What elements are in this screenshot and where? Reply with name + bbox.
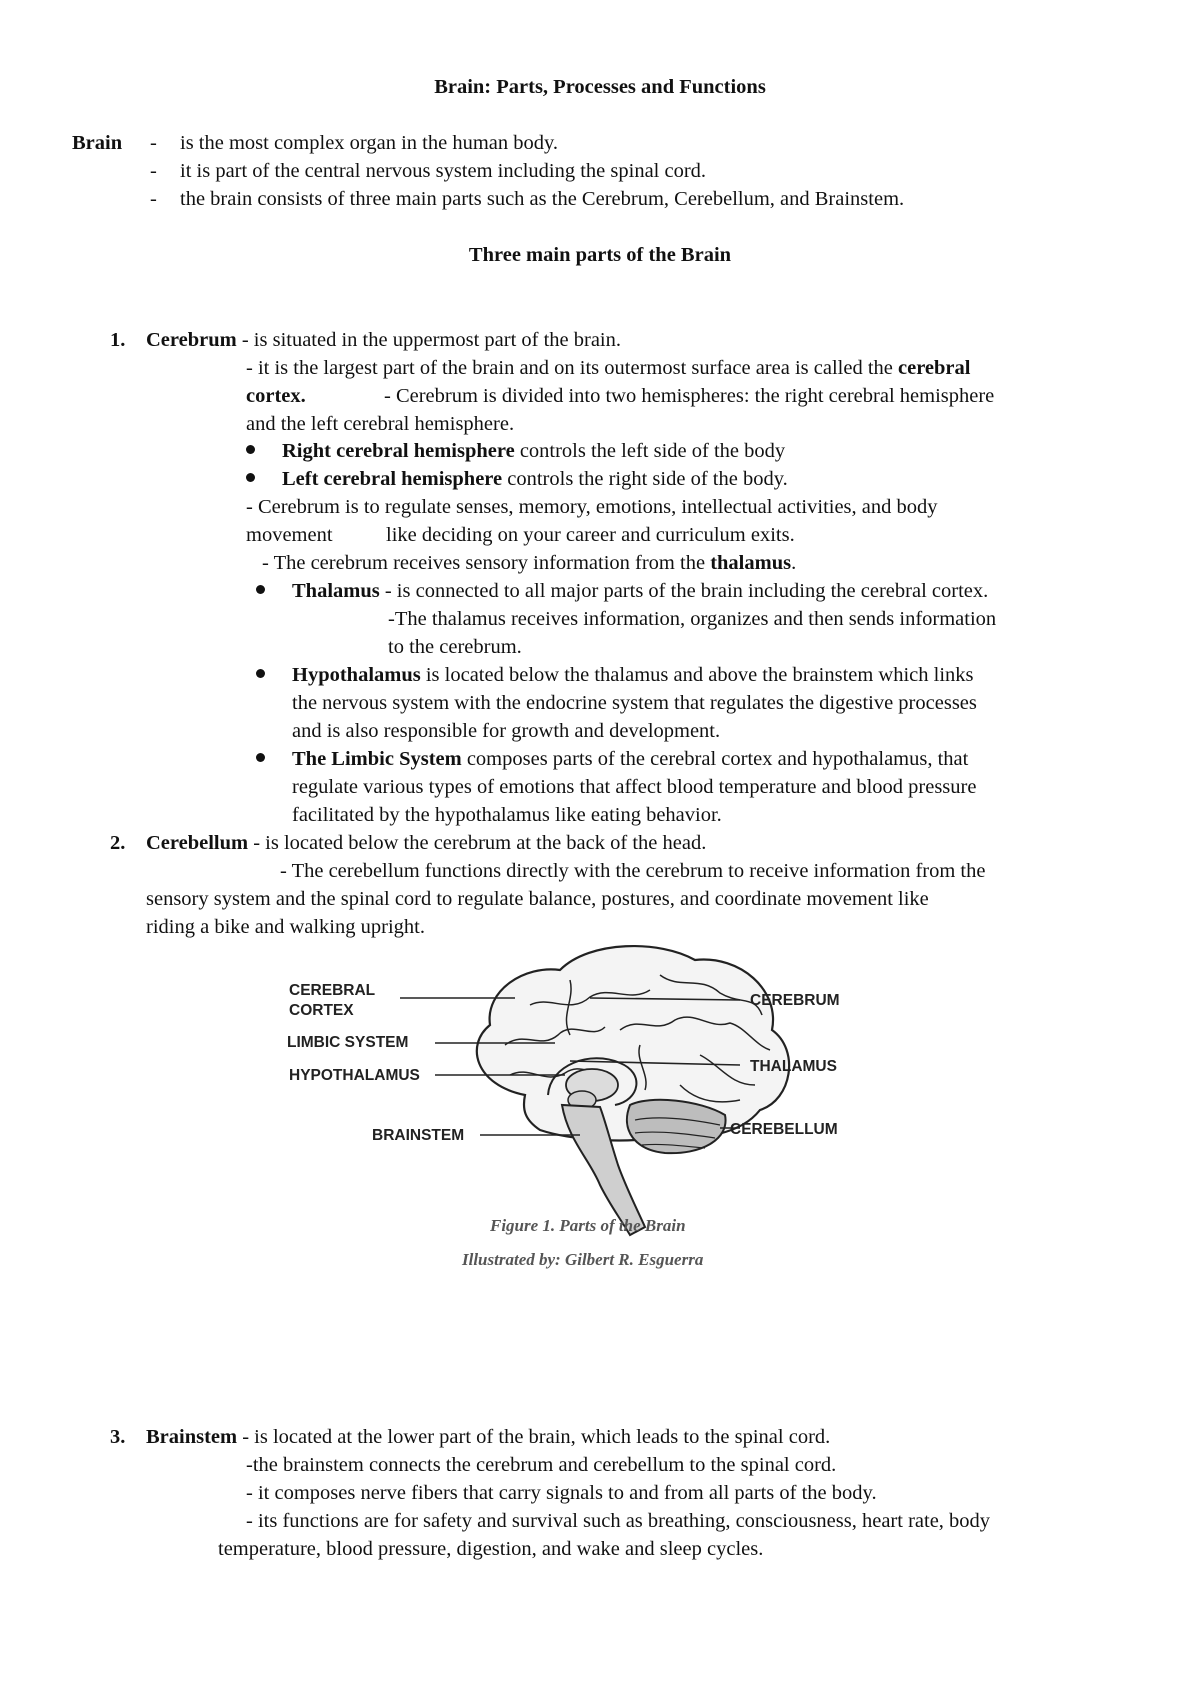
intro-dash: - — [150, 132, 157, 154]
label-cerebrum: CEREBRUM — [750, 992, 840, 1009]
label-thalamus: THALAMUS — [750, 1058, 837, 1075]
intro-line: the brain consists of three main parts such as the Cerebrum, Cerebellum, and Brainstem. — [180, 188, 905, 210]
label-limbic-system: LIMBIC SYSTEM — [287, 1034, 409, 1051]
intro-dash: - — [150, 160, 157, 182]
thalamus-line-2: -The thalamus receives information, organizes and then sends information — [388, 608, 997, 630]
cerebrum-cortex-word: cortex. — [246, 385, 306, 407]
brain-illustration — [477, 946, 789, 1235]
cerebellum-line-1: Cerebellum - is located below the cerebrum at the back of the head. — [146, 832, 707, 854]
cerebrum-line-7: - The cerebrum receives sensory information from the thalamus. — [262, 552, 797, 574]
thalamus-line-3: to the cerebrum. — [388, 636, 522, 658]
hypothalamus-item: Hypothalamus is located below the thalamus and above the brainstem which links — [292, 664, 974, 686]
item-number: 2. — [110, 832, 126, 854]
bullet-icon — [256, 669, 265, 678]
cerebrum-line-1: Cerebrum - is situated in the uppermost part of the brain. — [146, 329, 622, 351]
brainstem-line-4: - its functions are for safety and survival such as breathing, consciousness, heart rate, body — [246, 1510, 991, 1532]
figure-credit: Illustrated by: Gilbert R. Esguerra — [462, 1250, 704, 1269]
intro-line: is the most complex organ in the human body. — [180, 132, 559, 154]
bullet-icon — [256, 753, 265, 762]
brainstem-line-2: -the brainstem connects the cerebrum and cerebellum to the spinal cord. — [246, 1454, 837, 1476]
intro-line: it is part of the central nervous system including the spinal cord. — [180, 160, 707, 182]
bullet-icon — [246, 445, 255, 454]
cerebellum-line-4: riding a bike and walking upright. — [146, 916, 425, 938]
thalamus-item: Thalamus - is connected to all major parts of the brain including the cerebral cortex. — [292, 580, 989, 602]
hypothalamus-line-2: the nervous system with the endocrine system that regulates the digestive processes — [292, 692, 977, 714]
left-hemisphere-item: Left cerebral hemisphere controls the right side of the body. — [282, 468, 788, 490]
item-number: 1. — [110, 329, 126, 351]
label-brainstem: BRAINSTEM — [372, 1127, 465, 1144]
label-hypothalamus: HYPOTHALAMUS — [289, 1067, 420, 1084]
brainstem-line-3: - it composes nerve fibers that carry signals to and from all parts of the body. — [246, 1482, 877, 1504]
cerebrum-line-3: - Cerebrum is divided into two hemispheres: the right cerebral hemisphere — [384, 385, 995, 407]
limbic-line-2: regulate various types of emotions that affect blood temperature and blood pressure — [292, 776, 977, 798]
limbic-line-3: facilitated by the hypothalamus like eating behavior. — [292, 804, 722, 826]
label-cerebral-cortex-1: CEREBRAL — [289, 982, 376, 999]
cerebellum-line-3: sensory system and the spinal cord to regulate balance, postures, and coordinate movement like — [146, 888, 929, 910]
cerebellum-line-2: - The cerebellum functions directly with the cerebrum to receive information from the — [280, 860, 986, 882]
item-number: 3. — [110, 1426, 126, 1448]
hypothalamus-line-3: and is also responsible for growth and development. — [292, 720, 721, 742]
cerebrum-line-4: and the left cerebral hemisphere. — [246, 413, 515, 435]
brainstem-line-5: temperature, blood pressure, digestion, and wake and sleep cycles. — [218, 1538, 764, 1560]
cerebrum-line-2: - it is the largest part of the brain and on its outermost surface area is called the cerebral — [246, 357, 971, 379]
bullet-icon — [256, 585, 265, 594]
section-subtitle: Three main parts of the Brain — [468, 244, 732, 266]
intro-term: Brain — [72, 132, 123, 154]
bullet-icon — [246, 473, 255, 482]
brainstem-line-1: Brainstem - is located at the lower part of the brain, which leads to the spinal cord. — [146, 1426, 831, 1448]
right-hemisphere-item: Right cerebral hemisphere controls the left side of the body — [282, 440, 786, 462]
figure-caption: Figure 1. Parts of the Brain — [490, 1216, 686, 1235]
limbic-item: The Limbic System composes parts of the cerebral cortex and hypothalamus, that — [292, 748, 969, 770]
label-cerebral-cortex-2: CORTEX — [289, 1002, 354, 1019]
page-title: Brain: Parts, Processes and Functions — [434, 76, 766, 98]
cerebrum-line-5: - Cerebrum is to regulate senses, memory, emotions, intellectual activities, and body — [246, 496, 938, 518]
cerebrum-line-6b: like deciding on your career and curriculum exits. — [386, 524, 795, 546]
cerebrum-line-6a: movement — [246, 524, 333, 546]
brain-figure — [287, 935, 940, 1345]
label-cerebellum: CEREBELLUM — [730, 1121, 838, 1138]
intro-dash: - — [150, 188, 157, 210]
